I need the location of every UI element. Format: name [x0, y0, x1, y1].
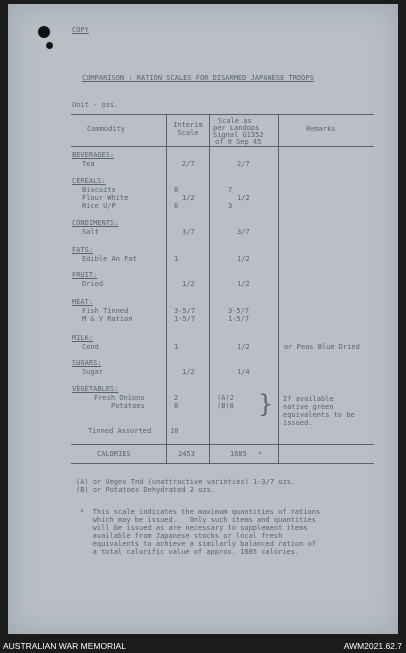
header-landops-4: of 9 Sep 45	[215, 138, 262, 146]
row-name: Tinned Assorted	[88, 427, 152, 435]
row-landops: 1/4	[237, 368, 250, 376]
row-landops: 3/7	[237, 228, 250, 236]
section-condiments: CONDIMENTS:	[72, 219, 119, 227]
row-interim: 2/7	[182, 160, 195, 168]
note-b: (B) or Potatoes Dehydrated 2 ozs.	[76, 486, 216, 494]
row-interim: 1/2	[182, 368, 195, 376]
row-landops: (A)2	[217, 394, 234, 402]
calories-landops: 1685	[230, 450, 247, 458]
section-fats: FATS:	[72, 246, 94, 254]
header-commodity: Commodity	[87, 125, 125, 133]
footnote-line: equivalents to achieve a similarly balanced ration of	[80, 540, 317, 548]
header-landops-2: per Landops	[213, 124, 260, 132]
veg-brace: }	[258, 390, 274, 418]
row-interim: 1/2	[182, 280, 195, 288]
footnote-line: * This scale indicates the maximum quantities of rations	[80, 508, 321, 516]
copy-mark: COPY	[72, 26, 89, 34]
row-name: M & V Ration	[82, 315, 133, 323]
table-calories-rule	[71, 444, 374, 445]
section-fruit: FRUIT:	[72, 271, 98, 279]
row-landops: 3-5/7	[228, 307, 250, 315]
section-vegetables: VEGETABLES:	[72, 385, 119, 393]
row-landops: 1/2	[237, 194, 250, 202]
section-milk: MILK:	[72, 334, 94, 342]
unit-line: Unit - ozs.	[72, 101, 119, 109]
row-interim: 10	[170, 427, 179, 435]
col-divider-3	[278, 114, 279, 463]
table-top-rule	[71, 114, 374, 115]
veg-remark-line: If available	[283, 395, 334, 403]
row-interim: 3/7	[182, 228, 195, 236]
row-interim: 3-5/7	[174, 307, 196, 315]
col-divider-2	[209, 114, 210, 463]
footer-accession: AWM2021.62.7	[343, 641, 402, 651]
header-landops-3: Signal G1352	[213, 131, 264, 139]
punch-hole	[38, 26, 50, 38]
header-remarks: Remarks	[306, 125, 336, 133]
punch-hole	[46, 42, 53, 49]
row-name: Salt	[82, 228, 99, 236]
row-name: Cond	[82, 343, 99, 351]
row-name: Dried	[82, 280, 104, 288]
archive-footer	[0, 640, 406, 653]
table-header-rule	[71, 146, 374, 147]
document-page	[8, 4, 398, 634]
row-interim: 6	[174, 202, 179, 210]
section-sugars: SUGARS:	[72, 359, 102, 367]
col-divider-1	[166, 114, 167, 463]
row-name: Flour White	[82, 194, 129, 202]
row-name: Biscuits	[82, 186, 116, 194]
calories-interim: 2453	[178, 450, 195, 458]
row-landops: (B)8	[217, 402, 234, 410]
section-meat: MEAT:	[72, 298, 94, 306]
row-interim: 1	[174, 343, 179, 351]
row-interim: 2	[174, 394, 179, 402]
row-interim: 1	[174, 255, 179, 263]
row-name: Edible An Fat	[82, 255, 137, 263]
calories-mark: *	[258, 450, 263, 458]
row-name: Potatoes	[111, 402, 145, 410]
footnote-line: will be issued as are necessary to supplement items	[80, 524, 308, 532]
row-landops: 3	[228, 202, 233, 210]
veg-remark-line: native green	[283, 403, 334, 411]
note-a: (A) or Veges Tnd (unattractive varieties) 1-3/7 ozs.	[76, 478, 296, 486]
row-interim: 8	[174, 186, 179, 194]
row-landops: 1/2	[237, 255, 250, 263]
footnote-line: available from Japanese stocks or local fresh	[80, 532, 283, 540]
row-name: Tea	[82, 160, 95, 168]
table-bottom-rule	[71, 463, 374, 464]
row-name: Fresh Onions	[94, 394, 145, 402]
header-landops-1: Scale as	[218, 117, 252, 125]
row-remarks: or Peas Blue Dried	[284, 343, 360, 351]
row-interim: 1-5/7	[174, 315, 196, 323]
row-name: Rice U/P	[82, 202, 116, 210]
header-interim: Interim Scale	[173, 121, 203, 137]
veg-remark-line: issued.	[283, 419, 313, 427]
row-name: Sugar	[82, 368, 104, 376]
section-cereals: CEREALS:	[72, 177, 106, 185]
row-landops: 7	[228, 186, 233, 194]
row-interim: 8	[174, 402, 179, 410]
footer-institution: AUSTRALIAN WAR MEMORIAL	[3, 641, 126, 651]
calories-label: CALORIES	[97, 450, 131, 458]
row-landops: 1-5/7	[228, 315, 250, 323]
row-landops: 1/2	[237, 343, 250, 351]
document-title: COMPARISON : RATION SCALES FOR DISARMED JAPANESE TROOPS	[82, 74, 314, 82]
footnote-line: which may be issued. Only such items and quantities	[80, 516, 317, 524]
veg-remark-line: equivalents to be	[283, 411, 355, 419]
row-landops: 2/7	[237, 160, 250, 168]
footnote-line: a total calorific value of approx. 1685 calories.	[80, 548, 300, 556]
row-interim: 1/2	[182, 194, 195, 202]
section-beverages: BEVERAGES:	[72, 151, 115, 159]
row-name: Fish Tinned	[82, 307, 129, 315]
row-landops: 1/2	[237, 280, 250, 288]
